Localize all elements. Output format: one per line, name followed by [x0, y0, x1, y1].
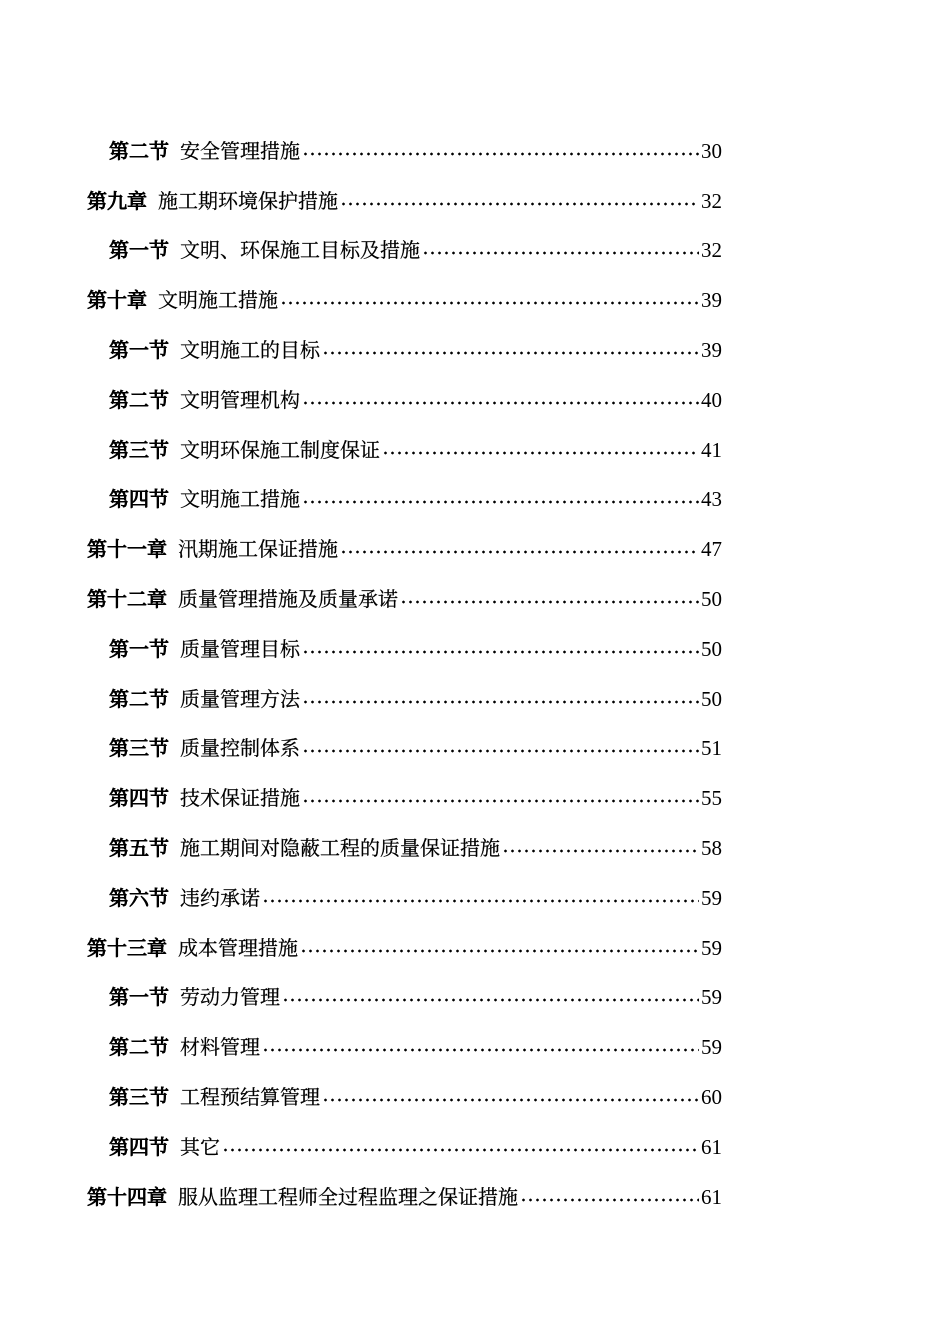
toc-page-number: 59 [701, 985, 722, 1010]
toc-entry-line [109, 375, 722, 425]
toc-entry-number: 第十三章 [87, 935, 167, 960]
toc-page-number: 39 [701, 288, 722, 313]
toc-dot-leader [302, 649, 699, 655]
toc-entry-number: 第十一章 [87, 537, 167, 562]
toc-page-number: 41 [701, 437, 722, 462]
toc-dot-leader [302, 748, 699, 754]
toc-dot-leader [322, 350, 699, 356]
toc-entry-number: 第四节 [109, 487, 169, 512]
toc-entry-title: 服从监理工程师全过程监理之保证措施 [178, 1184, 518, 1209]
toc-entry-number: 第三节 [109, 437, 169, 462]
toc-page-number: 32 [701, 188, 722, 213]
toc-page-number: 32 [701, 238, 722, 263]
toc-chapter-entry [0, 524, 950, 574]
toc-chapter-entry [0, 1172, 950, 1222]
toc-entry-line [87, 275, 722, 325]
toc-dot-leader [302, 699, 699, 705]
toc-section-entry [0, 226, 950, 276]
toc-entry-line [87, 1172, 722, 1222]
toc-entry-number: 第二节 [109, 387, 169, 412]
toc-entry-line [109, 325, 722, 375]
toc-entry-title: 质量管理措施及质量承诺 [178, 587, 398, 612]
toc-section-entry [0, 973, 950, 1023]
toc-dot-leader [340, 549, 699, 555]
toc-section-entry [0, 1022, 950, 1072]
toc-entry-title: 文明、环保施工目标及措施 [180, 238, 420, 263]
toc-entry-title: 文明施工措施 [158, 288, 278, 313]
toc-entry-title: 工程预结算管理 [180, 1085, 320, 1110]
toc-section-entry [0, 674, 950, 724]
toc-dot-leader [262, 898, 699, 904]
toc-entry-number: 第二节 [109, 686, 169, 711]
toc-page-number: 50 [701, 587, 722, 612]
toc-page-number: 40 [701, 387, 722, 412]
toc-page-number: 43 [701, 487, 722, 512]
toc-entry-title: 施工期环境保护措施 [158, 188, 338, 213]
toc-entry-line [109, 226, 722, 276]
toc-entry-line [109, 873, 722, 923]
toc-section-entry [0, 624, 950, 674]
toc-page-number: 59 [701, 885, 722, 910]
toc-entry-line [109, 674, 722, 724]
toc-entry-title: 材料管理 [180, 1035, 260, 1060]
toc-entry-number: 第六节 [109, 885, 169, 910]
toc-section-entry [0, 773, 950, 823]
toc-entry-line [87, 524, 722, 574]
toc-entry-number: 第十二章 [87, 587, 167, 612]
toc-entry-number: 第十四章 [87, 1184, 167, 1209]
toc-entry-title: 违约承诺 [180, 885, 260, 910]
toc-chapter-entry [0, 923, 950, 973]
toc-page-number: 50 [701, 636, 722, 661]
toc-entry-line [87, 176, 722, 226]
toc-entry-line [109, 1072, 722, 1122]
toc-chapter-entry [0, 574, 950, 624]
toc-dot-leader [302, 798, 699, 804]
toc-section-entry [0, 475, 950, 525]
toc-entry-line [109, 425, 722, 475]
toc-entry-line [109, 1022, 722, 1072]
toc-section-entry [0, 325, 950, 375]
toc-entry-title: 质量控制体系 [180, 736, 300, 761]
toc-section-entry [0, 724, 950, 774]
toc-chapter-entry [0, 176, 950, 226]
toc-entry-line [87, 923, 722, 973]
toc-entry-number: 第四节 [109, 1134, 169, 1159]
toc-entry-line [109, 126, 722, 176]
toc-page-number: 55 [701, 786, 722, 811]
toc-entry-title: 施工期间对隐蔽工程的质量保证措施 [180, 836, 500, 861]
toc-dot-leader [382, 450, 699, 456]
toc-entry-line [87, 574, 722, 624]
toc-dot-leader [282, 997, 699, 1003]
toc-entry-number: 第二节 [109, 1035, 169, 1060]
toc-entry-title: 其它 [180, 1134, 220, 1159]
toc-entry-title: 安全管理措施 [180, 138, 300, 163]
toc-page-number: 61 [701, 1134, 722, 1159]
toc-section-entry [0, 823, 950, 873]
toc-page-number: 59 [701, 1035, 722, 1060]
toc-dot-leader [520, 1197, 699, 1203]
toc-dot-leader [262, 1047, 699, 1053]
toc-entry-line [109, 724, 722, 774]
toc-dot-leader [400, 599, 699, 605]
toc-entry-line [109, 823, 722, 873]
toc-entry-number: 第一节 [109, 636, 169, 661]
toc-dot-leader [340, 201, 699, 207]
toc-dot-leader [300, 948, 699, 954]
toc-dot-leader [302, 151, 699, 157]
toc-chapter-entry [0, 275, 950, 325]
toc-entry-title: 汛期施工保证措施 [178, 537, 338, 562]
toc-entry-number: 第四节 [109, 786, 169, 811]
toc-entry-title: 质量管理方法 [180, 686, 300, 711]
toc-dot-leader [422, 250, 699, 256]
toc-entry-number: 第一节 [109, 238, 169, 263]
table-of-contents [0, 126, 950, 1222]
toc-page-number: 30 [701, 138, 722, 163]
toc-page-number: 58 [701, 836, 722, 861]
toc-entry-title: 文明施工的目标 [180, 338, 320, 363]
toc-dot-leader [280, 300, 699, 306]
toc-entry-number: 第一节 [109, 338, 169, 363]
toc-entry-line [109, 773, 722, 823]
toc-section-entry [0, 375, 950, 425]
toc-dot-leader [302, 499, 699, 505]
toc-page-number: 39 [701, 338, 722, 363]
toc-entry-title: 文明施工措施 [180, 487, 300, 512]
toc-entry-line [109, 624, 722, 674]
toc-dot-leader [502, 848, 699, 854]
toc-page-number: 47 [701, 537, 722, 562]
toc-entry-number: 第二节 [109, 138, 169, 163]
toc-entry-number: 第五节 [109, 836, 169, 861]
toc-section-entry [0, 126, 950, 176]
toc-entry-line [109, 1122, 722, 1172]
toc-entry-title: 劳动力管理 [180, 985, 280, 1010]
toc-page-number: 60 [701, 1085, 722, 1110]
toc-entry-title: 文明管理机构 [180, 387, 300, 412]
toc-dot-leader [322, 1097, 699, 1103]
toc-entry-title: 技术保证措施 [180, 786, 300, 811]
toc-entry-number: 第三节 [109, 736, 169, 761]
toc-page-number: 50 [701, 686, 722, 711]
toc-entry-title: 成本管理措施 [178, 935, 298, 960]
toc-section-entry [0, 1122, 950, 1172]
toc-entry-number: 第三节 [109, 1085, 169, 1110]
toc-dot-leader [222, 1147, 699, 1153]
toc-entry-title: 文明环保施工制度保证 [180, 437, 380, 462]
toc-section-entry [0, 425, 950, 475]
toc-entry-title: 质量管理目标 [180, 636, 300, 661]
toc-entry-line [109, 475, 722, 525]
toc-section-entry [0, 873, 950, 923]
toc-section-entry [0, 1072, 950, 1122]
toc-page-number: 61 [701, 1184, 722, 1209]
toc-entry-number: 第九章 [87, 188, 147, 213]
toc-entry-number: 第十章 [87, 288, 147, 313]
toc-page-number: 59 [701, 935, 722, 960]
toc-page-number: 51 [701, 736, 722, 761]
toc-dot-leader [302, 400, 699, 406]
toc-entry-number: 第一节 [109, 985, 169, 1010]
toc-entry-line [109, 973, 722, 1023]
